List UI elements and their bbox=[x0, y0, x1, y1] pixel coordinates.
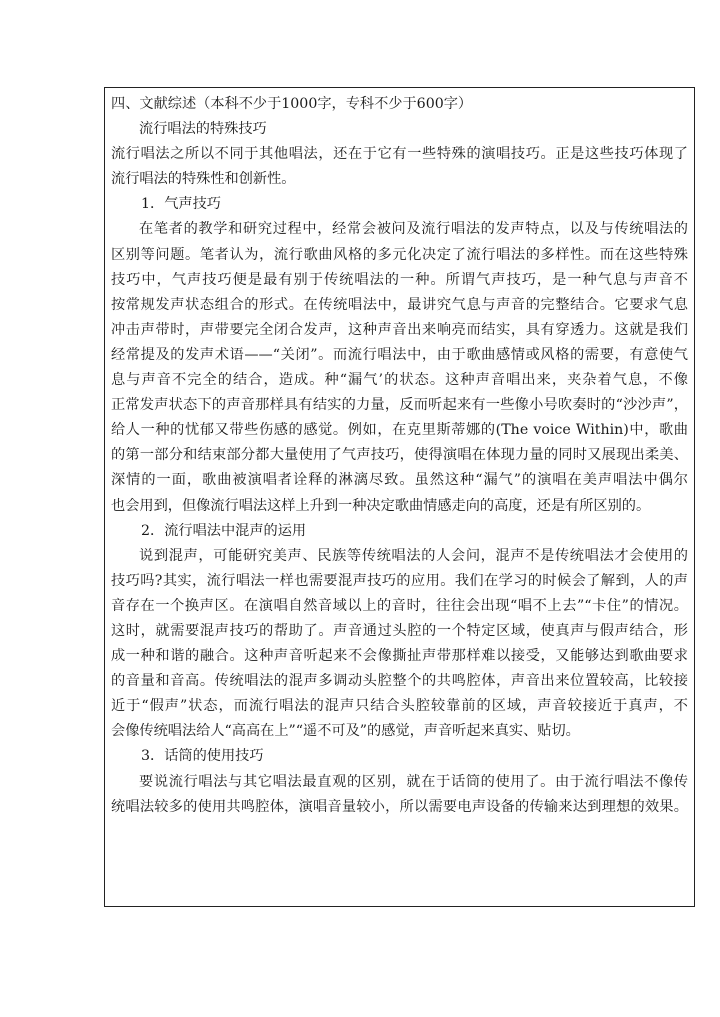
topic-title: 流行唱法的特殊技巧 bbox=[139, 121, 267, 138]
body-line: 在笔者的教学和研究过程中，经常会被问及流行唱法的发声特点，以及与传统唱法的 bbox=[139, 221, 688, 238]
body-line: 技巧吗?其实，流行唱法一样也需要混声技巧的应用。我们在学习的时候会了解到，人的声 bbox=[111, 572, 688, 589]
intro-line: 流行唱法的特殊性和创新性。 bbox=[111, 171, 296, 188]
intro-line: 流行唱法之所以不同于其他唱法，还在于它有一些特殊的演唱技巧。正是这些技巧体现了 bbox=[111, 146, 688, 163]
body-line: 近于“假声”状态，而流行唱法的混声只结合头腔较靠前的区域，声音较接近于真声，不 bbox=[111, 698, 688, 715]
body-line: 经常提及的发声术语——“关闭”。而流行唱法中，由于歌曲感情或风格的需要，有意使气 bbox=[111, 346, 688, 363]
review-table-cell bbox=[104, 87, 695, 907]
body-line: 冲击声带时，声带要完全闭合发声，这种声音出来响亮而结实，具有穿透力。这就是我们 bbox=[111, 321, 688, 338]
body-line: 音存在一个换声区。在演唱自然音域以上的音时，往往会出现“唱不上去”“卡住”的情况。 bbox=[111, 597, 688, 614]
body-line: 成一种和谐的融合。这种声音听起来不会像撕扯声带那样难以接受，又能够达到歌曲要求 bbox=[111, 648, 688, 665]
body-line: 的音量和音高。传统唱法的混声多调动头腔整个的共鸣腔体，声音出来位置较高，比较接 bbox=[111, 673, 688, 690]
body-line: 也会用到，但像流行唱法这样上升到一种决定歌曲情感走向的高度，还是有所区别的。 bbox=[111, 497, 651, 514]
section-heading-1: 1．气声技巧 bbox=[141, 196, 221, 213]
body-line: 这时，就需要混声技巧的帮助了。声音通过头腔的一个特定区域，使真声与假声结合，形 bbox=[111, 622, 688, 639]
body-line: 给人一种的忧郁又带些伤感的感觉。例如，在克里斯蒂娜的(The voice Within)中，歌曲 bbox=[111, 422, 688, 439]
body-line: 统唱法较多的使用共鸣腔体，演唱音量较小，所以需要电声设备的传输来达到理想的效果。 bbox=[111, 798, 688, 815]
body-line: 正常发声状态下的声音那样具有结实的力量，反而听起来有一些像小号吹奏时的“沙沙声”， bbox=[111, 397, 688, 414]
section-heading-3: 3．话筒的使用技巧 bbox=[141, 748, 264, 765]
body-line: 息与声音不完全的结合，造成。种“漏气’的状态。这种声音唱出来，夹杂着气息，不像 bbox=[111, 372, 688, 389]
section-heading-2: 2．流行唱法中混声的运用 bbox=[141, 522, 307, 539]
body-line: 会像传统唱法给人“高高在上”“遥不可及”的感觉，声音听起来真实、贴切。 bbox=[111, 723, 580, 740]
body-line: 说到混声，可能研究美声、民族等传统唱法的人会问，混声不是传统唱法才会使用的 bbox=[139, 547, 688, 564]
body-line: 按常规发声状态组合的形式。在传统唱法中，最讲究气息与声音的完整结合。它要求气息 bbox=[111, 296, 688, 313]
body-line: 技巧中，气声技巧便是最有别于传统唱法的一种。所谓气声技巧，是一种气息与声音不 bbox=[111, 271, 688, 288]
section-heading: 四、文献综述（本科不少于1000字，专科不少于600字） bbox=[111, 96, 473, 112]
body-line: 深情的一面，歌曲被演唱者诠释的淋漓尽致。虽然这种“漏气”的演唱在美声唱法中偶尔 bbox=[111, 472, 688, 489]
body-line: 要说流行唱法与其它唱法最直观的区别，就在于话筒的使用了。由于流行唱法不像传 bbox=[139, 773, 688, 790]
body-line: 区别等问题。笔者认为，流行歌曲风格的多元化决定了流行唱法的多样性。而在这些特殊 bbox=[111, 246, 688, 263]
body-line: 的第一部分和结束部分都大量使用了气声技巧，使得演唱在体现力量的同时又展现出柔美、 bbox=[111, 447, 688, 464]
